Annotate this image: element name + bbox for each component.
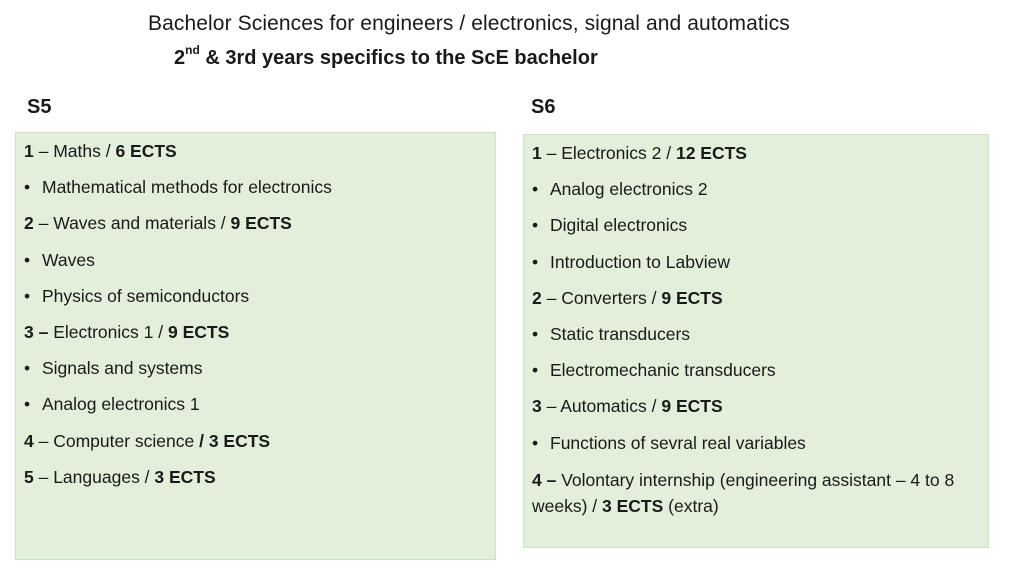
course-module: 2 – Waves and materials / 9 ECTS: [24, 213, 292, 234]
course-module: 1 – Electronics 2 / 12 ECTS: [532, 143, 747, 163]
course-module: 1 – Maths / 6 ECTS: [24, 141, 177, 161]
s5-course-panel: [15, 132, 496, 560]
course-module: 4 – Computer science / 3 ECTS: [24, 430, 271, 451]
course-module: 3 – Automatics / 9 ECTS: [532, 396, 723, 417]
course-topic: • Digital electronics: [532, 215, 688, 236]
course-topic: • Electromechanic transducers: [532, 360, 776, 381]
s6-label: S6: [531, 96, 556, 118]
course-module-internship: 4 – Volontary internship (engineering assistant – 4 to 8 weeks) / 3 ECTS (extra): [532, 469, 955, 516]
course-topic: • Static transducers: [532, 323, 691, 344]
slide-title: Bachelor Sciences for engineers / electronics, signal and automatics: [148, 12, 790, 35]
course-module: 2 – Converters / 9 ECTS: [532, 287, 723, 308]
course-topic: • Introduction to Labview: [532, 251, 730, 272]
course-topic: • Signals and systems: [24, 358, 203, 379]
s6-course-panel: [523, 134, 989, 548]
course-topic: • Functions of sevral real variables: [532, 432, 806, 453]
slide-subtitle: 2nd & 3rd years specifics to the ScE bachelor: [174, 43, 598, 69]
course-topic: • Waves: [24, 249, 95, 270]
course-topic: • Mathematical methods for electronics: [24, 177, 332, 198]
course-module: 3 – Electronics 1 / 9 ECTS: [24, 321, 230, 342]
s5-label: S5: [27, 96, 52, 118]
course-topic: • Physics of semiconductors: [24, 285, 250, 306]
course-topic: • Analog electronics 2: [532, 179, 708, 200]
course-module: 5 – Languages / 3 ECTS: [24, 466, 216, 487]
course-topic: • Analog electronics 1: [24, 394, 200, 415]
